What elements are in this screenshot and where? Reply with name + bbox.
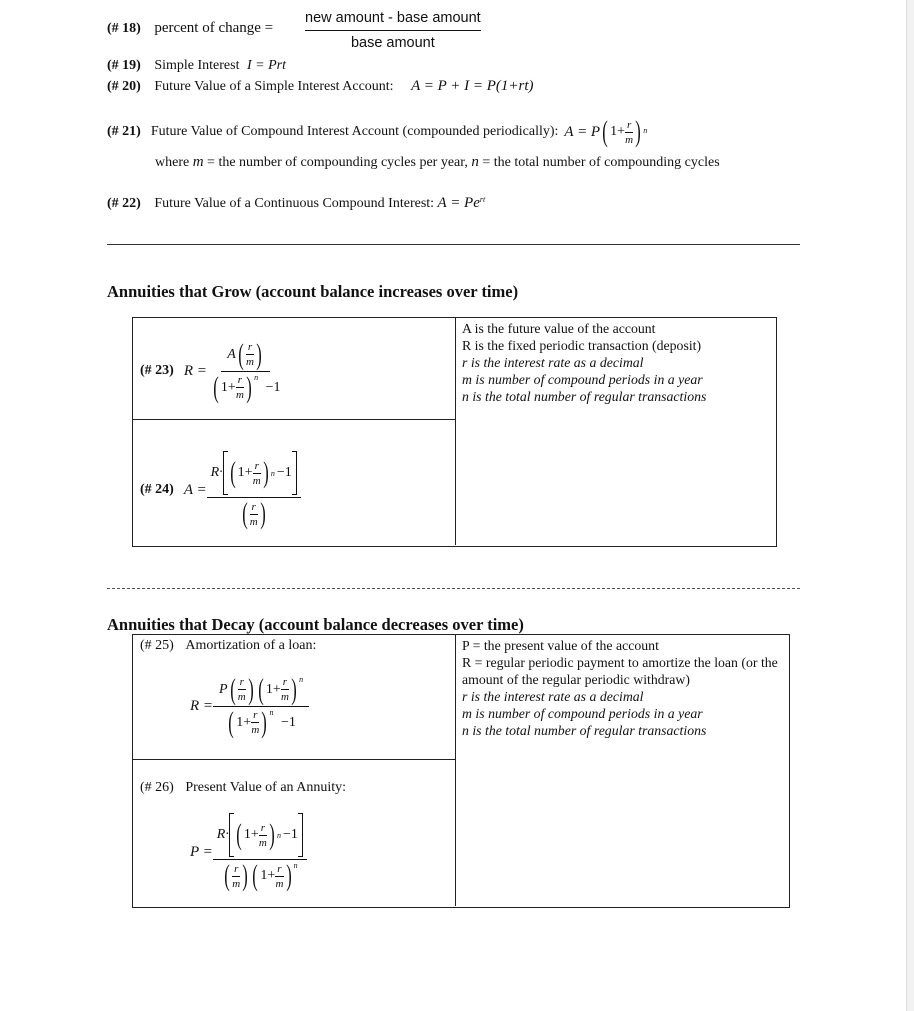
n-var: n — [471, 154, 479, 170]
formula-lhs: R = — [183, 362, 207, 379]
formula-21 — [107, 112, 647, 152]
formula-23: (# 23) R = A( $\frac{r}{m}$ ) ( 1+ $\frac{r}{m}$ ) $^n$ −1 — [140, 337, 281, 404]
formula-number: (# 18) — [107, 21, 141, 36]
formula-22 — [107, 195, 485, 212]
where-m-text: = the number of compounding cycles per year, — [207, 155, 468, 170]
exponent: rt — [479, 195, 486, 204]
formula-number: (# 20) — [107, 79, 141, 94]
m-var: m — [251, 724, 260, 736]
formula-lhs: I — [246, 58, 252, 73]
decay-table-row-divider — [132, 759, 455, 760]
formula-24: (# 24) A = R· ( 1+ $\frac{r}{m}$ ) n −1 ( $\frac{r}{m}$ ) — [140, 436, 301, 544]
decay-heading: Annuities that Decay (account balance decreases over time) — [107, 615, 524, 634]
definition: R is the fixed periodic transaction (deposit) — [462, 338, 702, 353]
m-var: m — [237, 691, 246, 703]
section-divider-dashed — [107, 588, 800, 589]
where-label: where — [155, 155, 190, 170]
definition: A is the future value of the account — [462, 321, 656, 336]
definition: m is number of compound periods in a year — [462, 372, 703, 387]
p-var: P — [219, 681, 228, 697]
r-var: r — [251, 500, 256, 513]
minus-one: −1 — [283, 827, 298, 842]
formula-26: P = R· ( 1+ $\frac{r}{m}$ ) n −1 ( $\frac{r}{m}$ ) ( 1+ $\frac{r}{m}$ ) $^n$ — [190, 800, 307, 904]
formula-expression: A = P + I = P(1+rt) — [411, 78, 534, 94]
m-var: m — [252, 474, 261, 487]
scrollbar[interactable] — [906, 0, 914, 1011]
one-plus: 1+ — [220, 379, 236, 395]
m-var: m — [235, 389, 244, 401]
grow-table-row-divider — [132, 419, 455, 420]
formula-label: Future Value of a Continuous Compound Interest: — [154, 196, 435, 211]
formula-lhs: P = — [190, 843, 213, 860]
r-var: r — [277, 862, 282, 875]
formula-label: Amortization of a loan: — [185, 638, 317, 653]
decay-definitions — [462, 637, 784, 739]
formula-25: R = P( $\frac{r}{m}$ ) ( 1+ $\frac{r}{m}$ ) $^n$ ( 1+ $\frac{r}{m}$ ) $^n$ −1 — [190, 656, 309, 756]
r-var: r — [282, 676, 288, 688]
right-paren: ) — [635, 115, 642, 148]
minus-one: −1 — [276, 465, 292, 480]
one-plus: 1+ — [243, 827, 259, 842]
formula-number: (# 21) — [107, 124, 141, 139]
formula-lhs: A = — [183, 481, 207, 498]
formula-number: (# 22) — [107, 196, 141, 211]
one-plus: 1+ — [260, 868, 276, 884]
definition: n is the total number of regular transactions — [462, 723, 707, 738]
minus-one: −1 — [265, 379, 281, 395]
r-var: r — [253, 709, 258, 721]
formula-number: (# 26) — [140, 780, 174, 795]
formula-label: Present Value of an Annuity: — [185, 780, 347, 795]
exponent: n — [269, 707, 274, 717]
section-divider — [107, 244, 800, 245]
grow-heading: Annuities that Grow (account balance increases over time) — [107, 282, 519, 301]
m-var: m — [245, 356, 254, 368]
percent-change-fraction — [305, 10, 481, 51]
m-var: m — [232, 877, 241, 890]
formula-20 — [107, 78, 534, 95]
formula-21-where — [155, 154, 720, 171]
formula-label: Future Value of a Simple Interest Account: — [154, 79, 394, 94]
exponent: n — [254, 372, 259, 382]
r-var: R· — [216, 827, 229, 842]
exponent: n — [299, 674, 304, 684]
minus-one: −1 — [280, 714, 296, 730]
formula-lhs: R = — [190, 697, 214, 714]
definition: n is the total number of regular transactions — [462, 389, 707, 404]
decay-table-divider — [455, 634, 456, 906]
exponent: n — [293, 861, 298, 870]
one-plus: 1+ — [610, 124, 626, 139]
r-var: r — [237, 374, 243, 386]
formula-number: (# 23) — [140, 363, 174, 378]
r-var: r — [260, 821, 266, 834]
r-var: r — [254, 459, 259, 472]
r-var: R· — [210, 465, 223, 480]
r-var: r — [247, 341, 253, 353]
r-var: r — [234, 862, 239, 875]
r-var: r — [239, 676, 244, 688]
left-paren: ( — [602, 115, 608, 148]
where-n-text: = the total number of compounding cycles — [482, 155, 720, 170]
formula-lhs: A = Pe — [437, 195, 480, 211]
formula-19 — [107, 58, 286, 74]
a-var: A — [227, 346, 236, 362]
r-var: r — [627, 118, 632, 131]
m-var: m — [275, 877, 284, 890]
formula-rhs: = Prt — [255, 58, 286, 73]
formula-number: (# 19) — [107, 58, 141, 73]
formula-number: (# 25) — [140, 638, 174, 653]
definition: r is the interest rate as a decimal — [462, 689, 644, 704]
m-var: m — [280, 691, 289, 703]
exponent: n — [277, 830, 282, 840]
one-plus: 1+ — [236, 714, 252, 730]
denominator: base amount — [350, 35, 435, 51]
one-plus: 1+ — [265, 681, 281, 697]
definition: P = the present value of the account — [462, 638, 659, 653]
formula-18 — [107, 20, 273, 37]
m-var: m — [249, 515, 258, 528]
formula-number: (# 24) — [140, 482, 174, 497]
formula-lhs: A = P — [564, 123, 601, 140]
definition: r is the interest rate as a decimal — [462, 355, 644, 370]
formula-label: percent of change = — [154, 20, 274, 36]
exponent: n — [643, 125, 648, 135]
formula-label: Simple Interest — [154, 58, 240, 73]
definition: m is number of compound periods in a year — [462, 706, 703, 721]
m-var: m — [192, 154, 204, 170]
grow-definitions — [462, 320, 772, 405]
numerator: new amount - base amount — [305, 10, 481, 31]
m-var: m — [258, 836, 267, 849]
m-var: m — [625, 133, 634, 146]
grow-table-divider — [455, 317, 456, 545]
one-plus: 1+ — [237, 465, 253, 480]
exponent: n — [270, 468, 275, 478]
formula-26-label — [140, 780, 346, 796]
definition: R = regular periodic payment to amortize the loan (or the amount of the regular periodic withdraw) — [462, 655, 778, 687]
formula-25-label — [140, 638, 316, 654]
formula-label: Future Value of Compound Interest Account (compounded periodically): — [150, 124, 559, 139]
